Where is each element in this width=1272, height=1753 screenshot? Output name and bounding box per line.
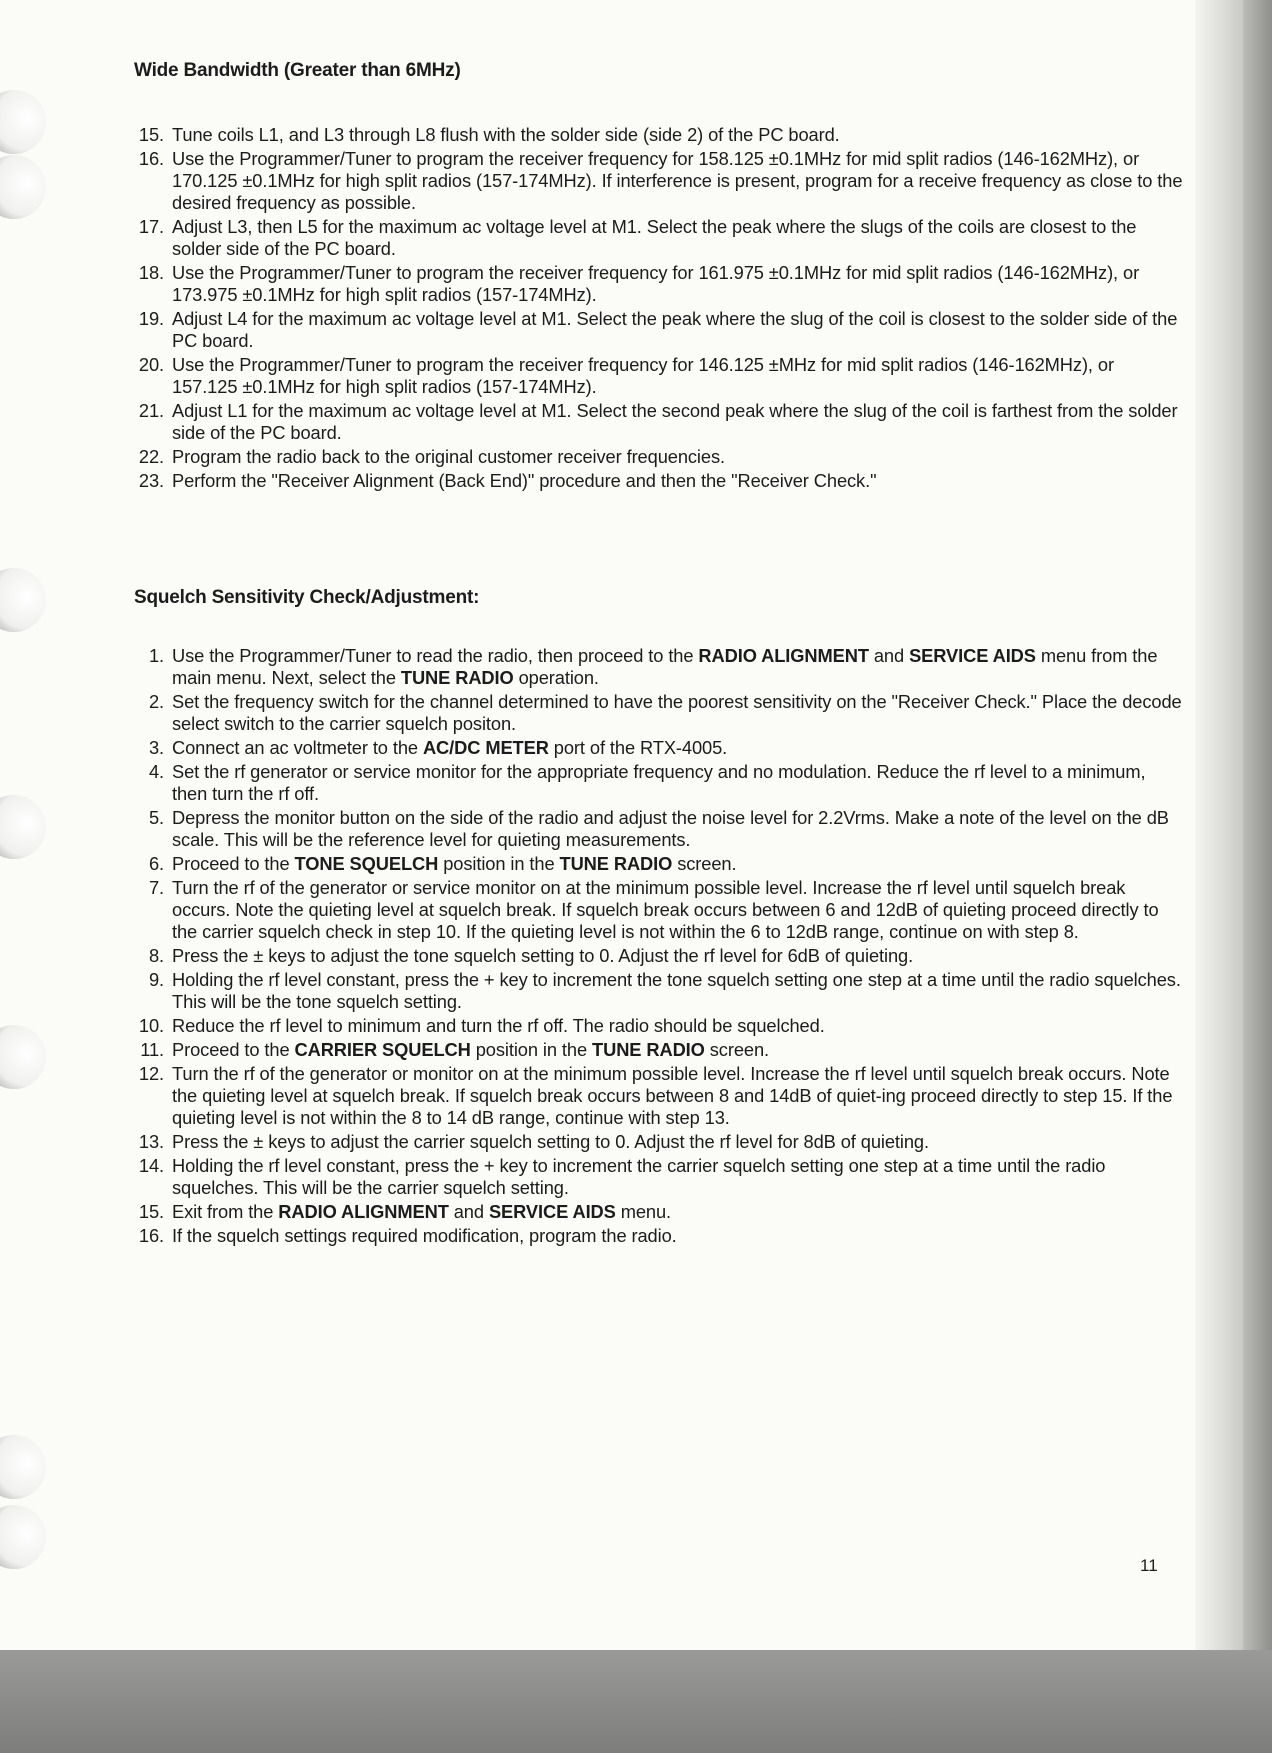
step-item — [134, 737, 1184, 759]
step-item — [134, 877, 1184, 943]
step-item — [134, 354, 1184, 398]
step-text-emphasis: RADIO ALIGNMENT — [278, 1201, 449, 1222]
step-item — [134, 1225, 1184, 1247]
step-number: 20. — [138, 354, 164, 375]
step-number: 16. — [138, 1225, 164, 1246]
step-text-emphasis: RADIO ALIGNMENT — [698, 645, 869, 666]
step-text: If the squelch settings required modification, program the radio. — [172, 1225, 677, 1246]
step-text: and — [448, 1201, 489, 1222]
step-text: screen. — [672, 853, 737, 874]
step-text: Use the Programmer/Tuner to program the receiver frequency for 158.125 ±0.1MHz for mid split radios (146-162MHz), or 170.125 ±0.1MHz for high split radios (157-174MHz). If interference is present, program for a receive frequency as close to the desired frequency as possible. — [172, 148, 1183, 213]
scanner-bottom — [0, 1650, 1272, 1753]
step-number: 11. — [140, 1039, 164, 1060]
step-number: 9. — [148, 969, 164, 990]
step-text: and — [868, 645, 910, 666]
step-number: 15. — [138, 124, 164, 145]
step-number: 12. — [138, 1063, 164, 1084]
step-text: screen. — [704, 1039, 770, 1060]
step-number: 19. — [138, 308, 164, 329]
step-text-emphasis: TUNE RADIO — [559, 853, 673, 874]
step-text: Adjust L4 for the maximum ac voltage level at M1. Select the peak where the slug of the coil is closest to the solder side of the PC board. — [172, 308, 1178, 351]
step-text: menu from the main menu. Next, select the — [172, 645, 1158, 688]
step-number: 8. — [148, 945, 164, 966]
step-text: Use the Programmer/Tuner to program the receiver frequency for 161.975 ±0.1MHz for mid split radios (146-162MHz), or 173.975 ±0.1MHz for high split radios (157-174MHz). — [172, 262, 1140, 305]
step-number: 21. — [138, 400, 164, 421]
step-number: 6. — [148, 853, 164, 874]
step-item — [134, 853, 1184, 875]
step-text: Depress the monitor button on the side of the radio and adjust the noise level for 2.2Vrms. Make a note of the level on the dB scale. This will be the reference level for quieting measurements. — [172, 807, 1169, 850]
step-text-emphasis: TUNE RADIO — [592, 1039, 705, 1060]
step-text: Connect an ac voltmeter to the — [172, 737, 423, 758]
section-heading-wide-bandwidth: Wide Bandwidth (Greater than 6MHz) — [134, 60, 461, 81]
step-item — [134, 761, 1184, 805]
step-number: 2. — [148, 691, 164, 712]
step-text: Use the Programmer/Tuner to read the radio, then proceed to the — [172, 645, 699, 666]
step-text: Proceed to the — [172, 853, 295, 874]
step-item — [134, 1131, 1184, 1153]
step-text: Press the ± keys to adjust the tone squelch setting to 0. Adjust the rf level for 6dB of quieting. — [172, 945, 914, 966]
step-number: 16. — [138, 148, 164, 169]
step-item — [134, 1015, 1184, 1037]
step-number: 7. — [148, 877, 164, 898]
step-text: position in the — [438, 853, 560, 874]
binder-hole — [0, 1025, 46, 1089]
binder-hole — [0, 795, 46, 859]
binder-hole — [0, 155, 46, 219]
step-number: 23. — [138, 470, 164, 491]
step-text-emphasis: SERVICE AIDS — [909, 645, 1036, 666]
step-text: Proceed to the — [172, 1039, 295, 1060]
wide-bandwidth-steps — [134, 124, 1184, 494]
step-number: 13. — [138, 1131, 164, 1152]
step-number: 15. — [138, 1201, 164, 1222]
step-text: Press the ± keys to adjust the carrier squelch setting to 0. Adjust the rf level for 8dB of quieting. — [172, 1131, 929, 1152]
step-number: 1. — [148, 645, 164, 666]
binder-hole — [0, 568, 46, 632]
step-text-emphasis: TUNE RADIO — [400, 667, 514, 688]
scanner-edge — [1243, 0, 1272, 1753]
step-item — [134, 1039, 1184, 1061]
binder-hole — [0, 1505, 46, 1569]
step-text: Holding the rf level constant, press the + key to increment the carrier squelch setting one step at a time until the radio squelches. This will be the carrier squelch setting. — [172, 1155, 1106, 1198]
step-item — [134, 308, 1184, 352]
step-text: Set the rf generator or service monitor for the appropriate frequency and no modulation. Reduce the rf level to a minimum, then turn the rf off. — [172, 761, 1146, 804]
binder-hole — [0, 90, 46, 154]
step-text: Exit from the — [172, 1201, 279, 1222]
step-item — [134, 645, 1184, 689]
page-edge-shadow — [1195, 0, 1243, 1650]
step-text: Set the frequency switch for the channel determined to have the poorest sensitivity on the "Receiver Check." Place the decode select switch to the carrier squelch positon. — [172, 691, 1182, 734]
step-text: Perform the "Receiver Alignment (Back End)" procedure and then the "Receiver Check." — [172, 470, 877, 491]
step-item — [134, 945, 1184, 967]
step-text: Program the radio back to the original customer receiver frequencies. — [172, 446, 725, 467]
section-heading-squelch: Squelch Sensitivity Check/Adjustment: — [134, 587, 480, 608]
page-number: 11 — [1140, 1556, 1158, 1575]
step-text: position in the — [470, 1039, 593, 1060]
step-item — [134, 148, 1184, 214]
step-number: 22. — [138, 446, 164, 467]
step-item — [134, 470, 1184, 492]
step-item — [134, 446, 1184, 468]
step-number: 17. — [138, 216, 164, 237]
step-text: Adjust L1 for the maximum ac voltage level at M1. Select the second peak where the slug of the coil is farthest from the solder side of the PC board. — [172, 400, 1178, 443]
step-number: 18. — [138, 262, 164, 283]
step-item — [134, 807, 1184, 851]
step-text: Turn the rf of the generator or service monitor on at the minimum possible level. Increase the rf level until squelch break occurs. Note the quieting level at squelch break. If squelch break occurs between 6 and 12dB of quieting proceed directly to the carrier squelch check in step 10. If the quieting level is not within the 6 to 12dB range, continue on with step 8. — [172, 877, 1159, 942]
step-item — [134, 400, 1184, 444]
step-number: 14. — [138, 1155, 164, 1176]
step-number: 3. — [148, 737, 164, 758]
step-number: 4. — [148, 761, 164, 782]
step-text: menu. — [615, 1201, 672, 1222]
step-text-emphasis: CARRIER SQUELCH — [294, 1039, 471, 1060]
step-text: Adjust L3, then L5 for the maximum ac voltage level at M1. Select the peak where the slugs of the coils are closest to the solder side of the PC board. — [172, 216, 1137, 259]
step-text-emphasis: AC/DC METER — [422, 737, 549, 758]
step-text-emphasis: SERVICE AIDS — [488, 1201, 616, 1222]
step-item — [134, 262, 1184, 306]
binder-hole — [0, 1435, 46, 1499]
step-item — [134, 1063, 1184, 1129]
step-item — [134, 1155, 1184, 1199]
step-item — [134, 216, 1184, 260]
step-text: Reduce the rf level to minimum and turn the rf off. The radio should be squelched. — [172, 1015, 825, 1036]
step-text: Use the Programmer/Tuner to program the receiver frequency for 146.125 ±MHz for mid split radios (146-162MHz), or 157.125 ±0.1MHz for high split radios (157-174MHz). — [172, 354, 1114, 397]
step-text: port of the RTX-4005. — [548, 737, 728, 758]
step-text-emphasis: TONE SQUELCH — [294, 853, 439, 874]
step-number: 10. — [138, 1015, 164, 1036]
squelch-steps — [134, 645, 1184, 1249]
step-text: operation. — [513, 667, 599, 688]
step-item — [134, 124, 1184, 146]
step-text: Holding the rf level constant, press the + key to increment the tone squelch setting one step at a time until the radio squelches. This will be the tone squelch setting. — [172, 969, 1181, 1012]
step-number: 5. — [148, 807, 164, 828]
step-item — [134, 1201, 1184, 1223]
step-item — [134, 691, 1184, 735]
step-text: Tune coils L1, and L3 through L8 flush with the solder side (side 2) of the PC board. — [172, 124, 840, 145]
step-text: Turn the rf of the generator or monitor on at the minimum possible level. Increase the rf level until squelch break occurs. Note the quieting level at squelch break. If squelch break occurs between 8 and 14dB of quiet-ing proceed directly to step 15. If the quieting level is not within the 8 to 14 dB range, continue with step 13. — [172, 1063, 1173, 1128]
step-item — [134, 969, 1184, 1013]
